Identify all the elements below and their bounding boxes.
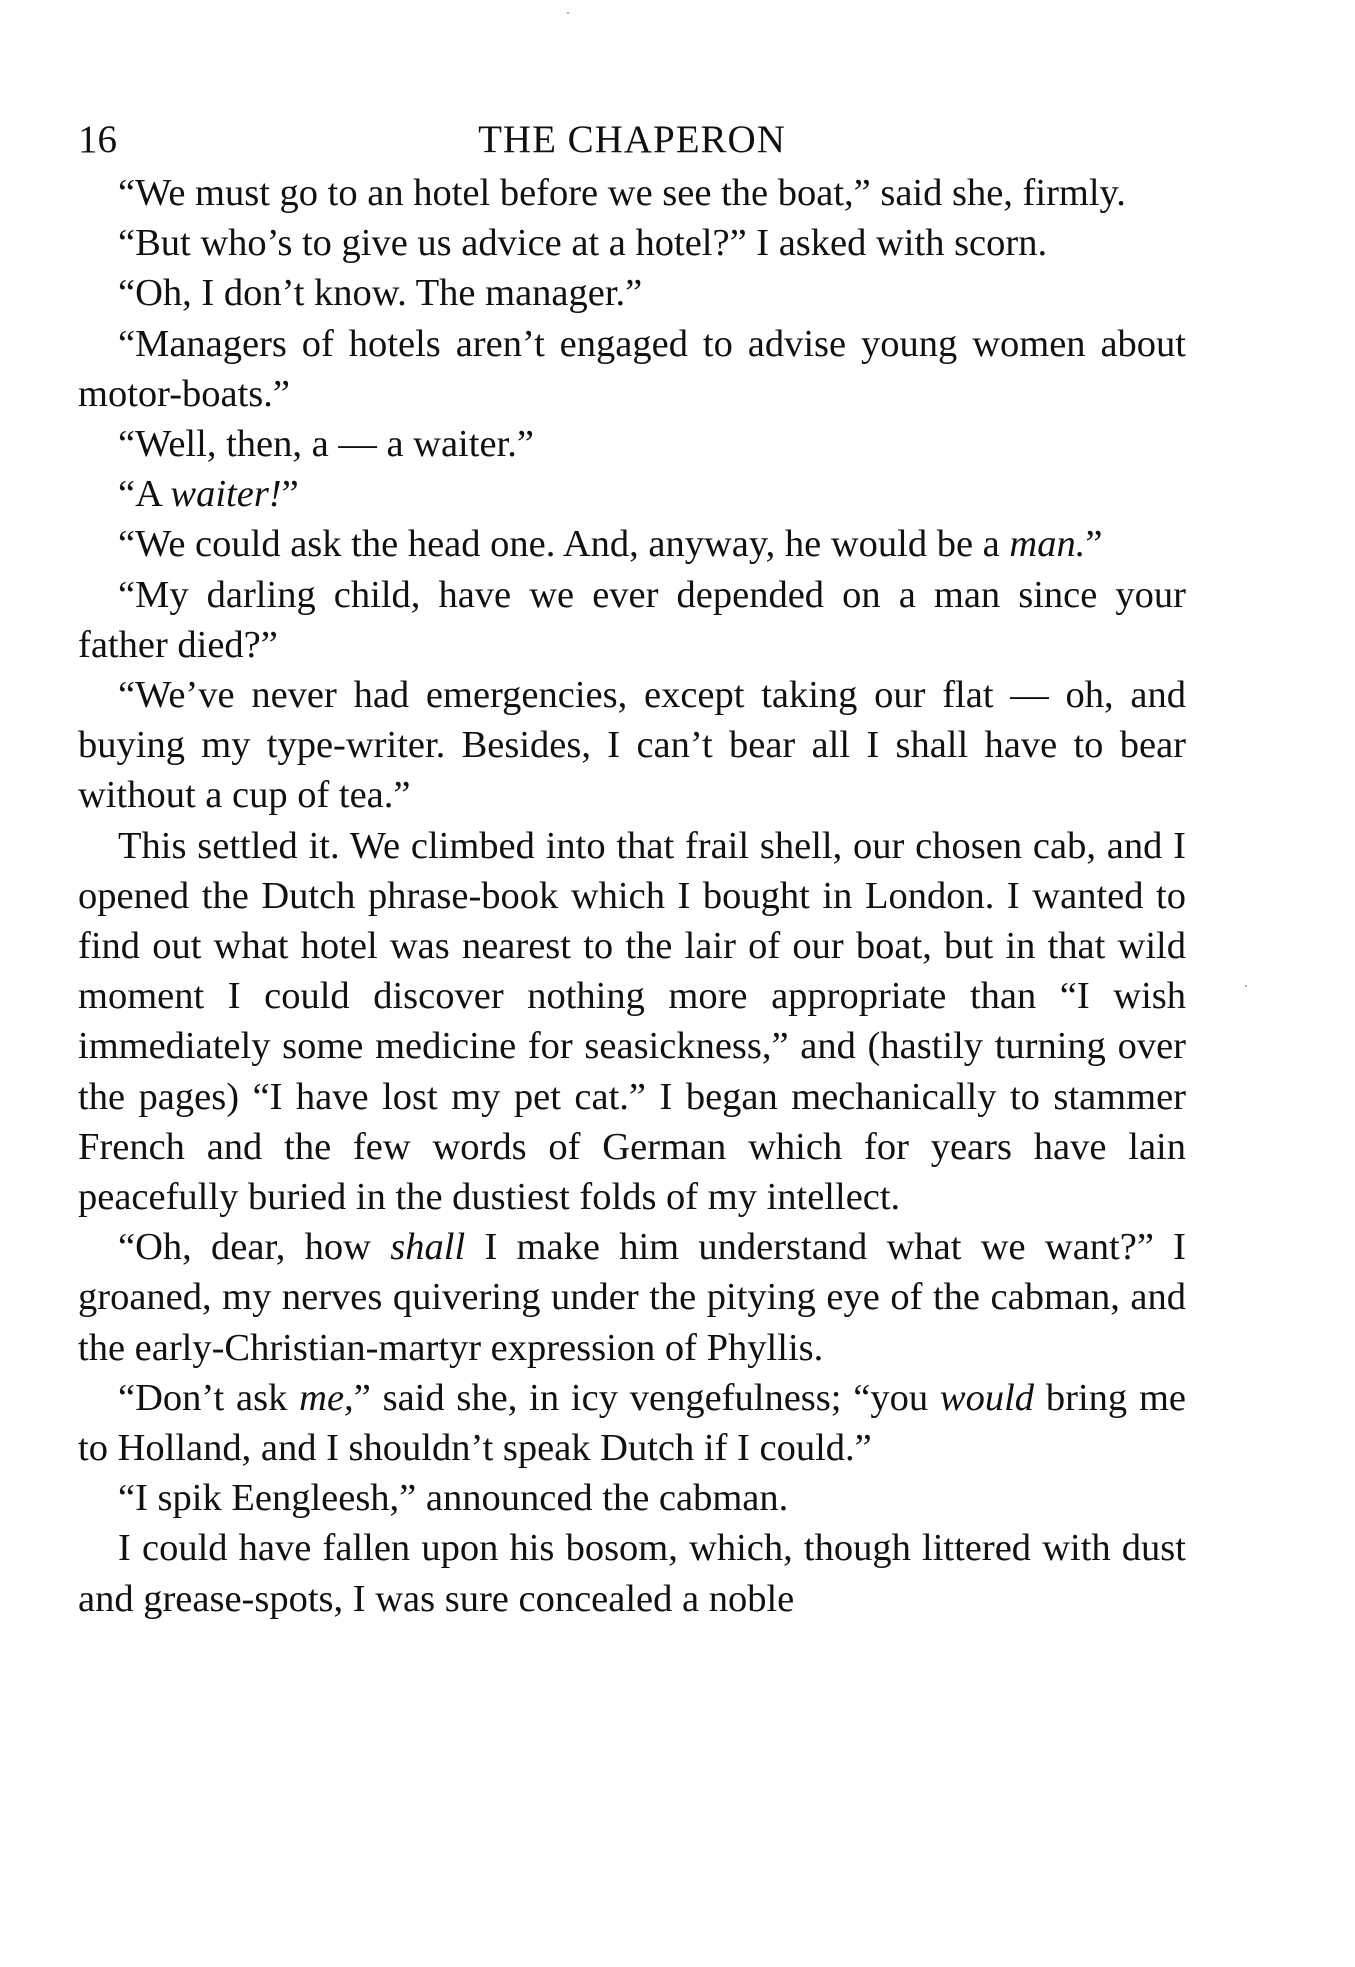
paragraph [78,168,1186,218]
text-run: ” said she, in icy vengefulness; “you [353,1376,940,1419]
text-run: “My darling child, have we ever depended on a man since your father died?” [78,573,1186,666]
italic-text: would [939,1376,1035,1419]
text-run: “I spik Eengleesh,” announced the cabman. [118,1477,789,1520]
running-head [78,112,1186,168]
paragraph [78,570,1186,670]
paragraph [78,821,1186,1223]
text-run: “But who’s to give us advice at a hotel?” I asked with scorn. [118,222,1048,265]
text-run: ” [281,473,299,516]
paragraph [78,419,1186,469]
text-run: I could have fallen upon his bosom, which, though littered with dust and grease-spots, I was sure concealed a noble [78,1527,1186,1620]
paper-speck [567,12,569,14]
text-run: “We could ask the head one. And, anyway, he would be a [118,523,1010,566]
text-run: “Well, then, a — a waiter.” [118,423,534,466]
paragraph [78,1373,1186,1473]
paragraph [78,319,1186,419]
text-run: This settled it. We climbed into that frail shell, our chosen cab, and I opened the Dutch phrase-book which I bought in London. I wanted to find out what hotel was nearest to the lair of our boat, but in that wild moment I could discover nothing more appropriate than “I wish immediately some medicine for seasickness,” and (hastily turning over the pages) “I have lost my pet cat.” I began mechanically to stammer French and the few words of German which for years have lain peacefully buried in the dustiest folds of my intellect. [78,824,1186,1219]
paragraph [78,218,1186,268]
italic-text: waiter! [170,473,282,516]
running-title: THE CHAPERON [478,118,786,161]
paragraph [78,268,1186,318]
italic-text: man. [1009,523,1086,566]
paragraph [78,670,1186,821]
paper-speck [1245,985,1247,987]
paragraph [78,1473,1186,1523]
paragraph [78,1222,1186,1373]
paragraph [78,469,1186,519]
text-run: “Oh, I don’t know. The manager.” [118,272,643,315]
text-run: “Don’t ask [118,1376,300,1419]
text-run: “Oh, dear, how [118,1226,391,1269]
text-run: “We must go to an hotel before we see the boat,” said she, firmly. [118,172,1126,214]
italic-text: me, [299,1376,354,1419]
paragraph [78,519,1186,569]
text-run: “We’ve never had emergencies, except taking our flat — oh, and buying my type-writer. Besides, I can’t bear all I shall have to bear without a cup of tea.” [78,674,1186,817]
text-run: ” [1085,523,1103,566]
book-page [78,112,1186,1624]
text-run: “A [118,473,171,516]
body-text [78,168,1186,1624]
paragraph [78,1523,1186,1623]
text-run: bring me to Holland, and I shouldn’t speak Dutch if I could.” [78,1376,1186,1470]
page-number: 16 [78,118,117,161]
text-run: I make him understand what we want?” I groaned, my nerves quivering under the pitying eye of the cabman, and the early-Christian-martyr expression of Phyllis. [78,1226,1187,1369]
italic-text: shall [390,1226,466,1269]
text-run: “Managers of hotels aren’t engaged to advise young women about motor-boats.” [78,322,1186,415]
